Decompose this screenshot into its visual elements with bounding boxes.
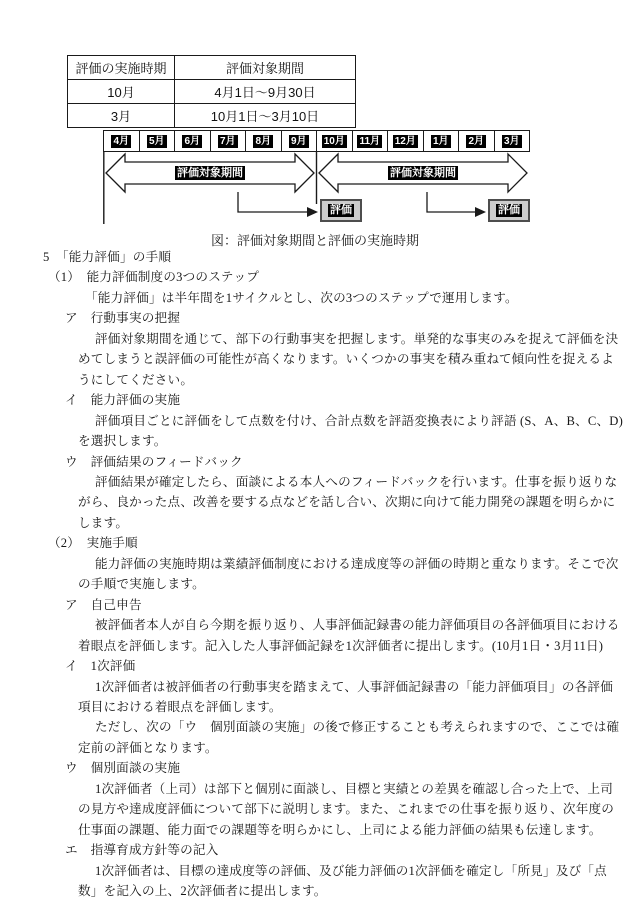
month-cell [388,131,424,151]
month-label: 2月 [468,135,485,147]
month-label: 7月 [219,135,236,147]
text-line: します。 [78,515,129,530]
item-heading: ア 自己申告 [65,597,142,612]
month-cell [353,131,389,151]
month-cell [424,131,460,151]
connector-right [427,192,475,212]
body-text [30,247,623,902]
item-heading: イ 能力評価の実施 [65,393,181,408]
month-cell [211,131,247,151]
table-cell: 4月1日〜9月30日 [175,80,356,104]
month-cell [317,131,353,151]
table-header-cell: 評価対象期間 [175,56,356,80]
item-heading: イ 1次評価 [65,659,136,674]
month-cell [459,131,495,151]
month-axis [103,130,530,152]
table-cell: 3月 [68,104,175,128]
text-line: 仕事面の課題、能力面での課題等を明らかにし、上司による能力評価の結果も伝達します。 [78,822,602,837]
month-label: 9月 [290,135,307,147]
text-line: の手順で実施します。 [78,577,205,592]
figure-caption: 図：評価対象期間と評価の実施時期 [210,233,419,248]
evaluation-label: 評価 [498,204,520,216]
month-cell [282,131,318,151]
text-line: 1次評価者は、目標の達成度等の評価、及び能力評価の1次評価を確定し「所見」及び「点 [95,863,607,878]
month-label: 6月 [184,135,201,147]
evaluation-label: 評価 [330,204,352,216]
text-line: 1次評価者（上司）は部下と個別に面談し、目標と実績との差異を確認し合った上で、上司 [95,781,613,796]
month-label: 4月 [113,135,130,147]
item-heading: ウ 評価結果のフィードバック [65,454,243,469]
text-line: 1次評価者は被評価者の行動事実を踏まえて、人事評価記録書の「能力評価項目」の各評価 [95,679,613,694]
month-cell [104,131,140,151]
table-header-row [68,56,356,80]
month-label: 12月 [394,135,416,147]
month-label: 5月 [148,135,165,147]
text-line: 定前の評価となります。 [78,740,218,755]
text-line: 能力評価の実施時期は業績評価制度における達成度等の評価の時期と重なります。そこで次 [95,556,619,571]
text-line: 評価対象期間を通じて、部下の行動事実を把握します。単発的な事実のみを捉えて評価を決 [95,331,619,346]
item-heading: ア 行動事実の把握 [65,311,181,326]
month-cell [246,131,282,151]
text-line: 着眼点を評価します。記入した人事評価記録を1次評価者に提出します。(10月1日・3月11日) [78,638,604,653]
month-label: 10月 [323,135,345,147]
month-label: 11月 [359,135,381,147]
month-label: 8月 [255,135,272,147]
month-cell [140,131,176,151]
subsection-heading: （1） 能力評価制度の3つのステップ [48,270,260,285]
text-line: 評価項目ごとに評価をして点数を付け、合計点数を評語変換表により評語 (S、A、B、C、D) [95,413,623,428]
timeline-diagram [103,130,530,225]
text-line: 評価結果が確定したら、面談による本人へのフィードバックを行います。仕事を振り返りな [95,474,618,489]
evaluation-box-right [488,199,530,222]
table-row [68,104,356,128]
evaluation-schedule-table [67,55,356,128]
text-line: 項目における着眼点を評価します。 [78,699,282,714]
connector-right-arrowhead [475,207,486,217]
text-line: の見方や達成度評価について部下に説明します。また、これまでの仕事を振り返り、次年度の [78,802,615,817]
table-cell: 10月 [68,80,175,104]
item-heading: エ 指導育成方針等の記入 [65,843,219,858]
subsection-heading: （2） 実施手順 [48,536,138,551]
section-heading: 5 「能力評価」の手順 [43,250,172,264]
table-cell: 10月1日〜3月10日 [175,104,356,128]
period-label-right: 評価対象期間 [390,167,456,179]
text-line: がら、良かった点、改善を要する点などを話し合い、次期に向けて能力開発の課題を明らかに [78,495,616,510]
text-line: ただし、次の「ウ 個別面談の実施」の後で修正することも考えられますので、ここでは確 [95,720,620,735]
table-row [68,80,356,104]
month-label: 1月 [432,135,449,147]
text-line: 数」を記入の上、2次評価者に提出します。 [78,884,327,899]
connector-left-arrowhead [307,207,318,217]
text-line: うにしてください。 [78,372,194,387]
text-line: 「能力評価」は半年間を1サイクルとし、次の3つのステップで運用します。 [85,290,518,305]
evaluation-box-left [320,199,362,222]
table-header-cell: 評価の実施時期 [68,56,175,80]
month-cell [175,131,211,151]
period-label-left: 評価対象期間 [177,167,243,179]
month-cell [495,131,530,151]
text-line: 被評価者本人が自ら今期を振り返り、人事評価記録書の能力評価項目の各評価項目における [95,618,620,633]
item-heading: ウ 個別面談の実施 [65,761,181,776]
text-line: を選択します。 [78,434,167,449]
connector-left [238,192,307,212]
diagram-arrows [103,152,530,225]
month-label: 3月 [503,135,520,147]
text-line: めてしまうと誤評価の可能性が高くなります。いくつかの事実を積み重ねて傾向性を捉えるよ [78,352,615,367]
